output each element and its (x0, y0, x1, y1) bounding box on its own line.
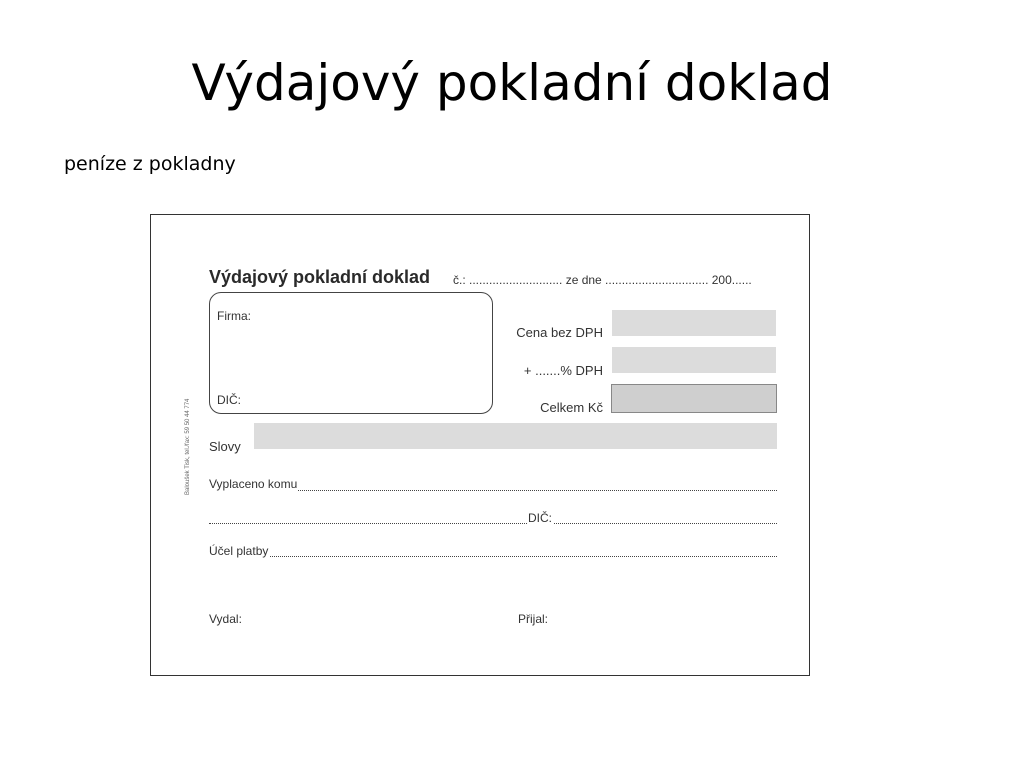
company-tax-id-label: DIČ: (217, 393, 241, 407)
tax-id-line (209, 523, 777, 524)
form-header-fields: č.: ............................ ze dne ............................... 200...... (453, 273, 752, 287)
total-field (611, 384, 777, 413)
payment-purpose-line (209, 556, 777, 557)
price-without-vat-field (612, 310, 776, 336)
total-label: Celkem Kč (540, 400, 603, 415)
received-by-label: Přijal: (518, 612, 549, 626)
company-box (209, 292, 493, 414)
paid-to-label: Vyplaceno komu (209, 477, 298, 491)
printer-imprint: Baloušek Tisk, tel./fax: 59 50 44 774 (185, 398, 191, 495)
tax-id-line-label: DIČ: (528, 511, 552, 525)
issued-by-label: Vydal: (209, 612, 242, 626)
vat-label: + .......% DPH (523, 363, 603, 378)
company-label: Firma: (217, 309, 251, 323)
form-title: Výdajový pokladní doklad (209, 267, 431, 287)
vat-field (612, 347, 776, 373)
amount-in-words-label: Slovy (209, 439, 241, 454)
slide-subtitle: peníze z pokladny (64, 153, 236, 175)
price-without-vat-label: Cena bez DPH (516, 325, 603, 340)
receipt-form (151, 215, 809, 675)
slide-title: Výdajový pokladní doklad (191, 54, 833, 112)
payment-purpose-label: Účel platby (209, 544, 269, 558)
amount-in-words-field (254, 423, 777, 449)
receipt-form-image (150, 214, 810, 676)
